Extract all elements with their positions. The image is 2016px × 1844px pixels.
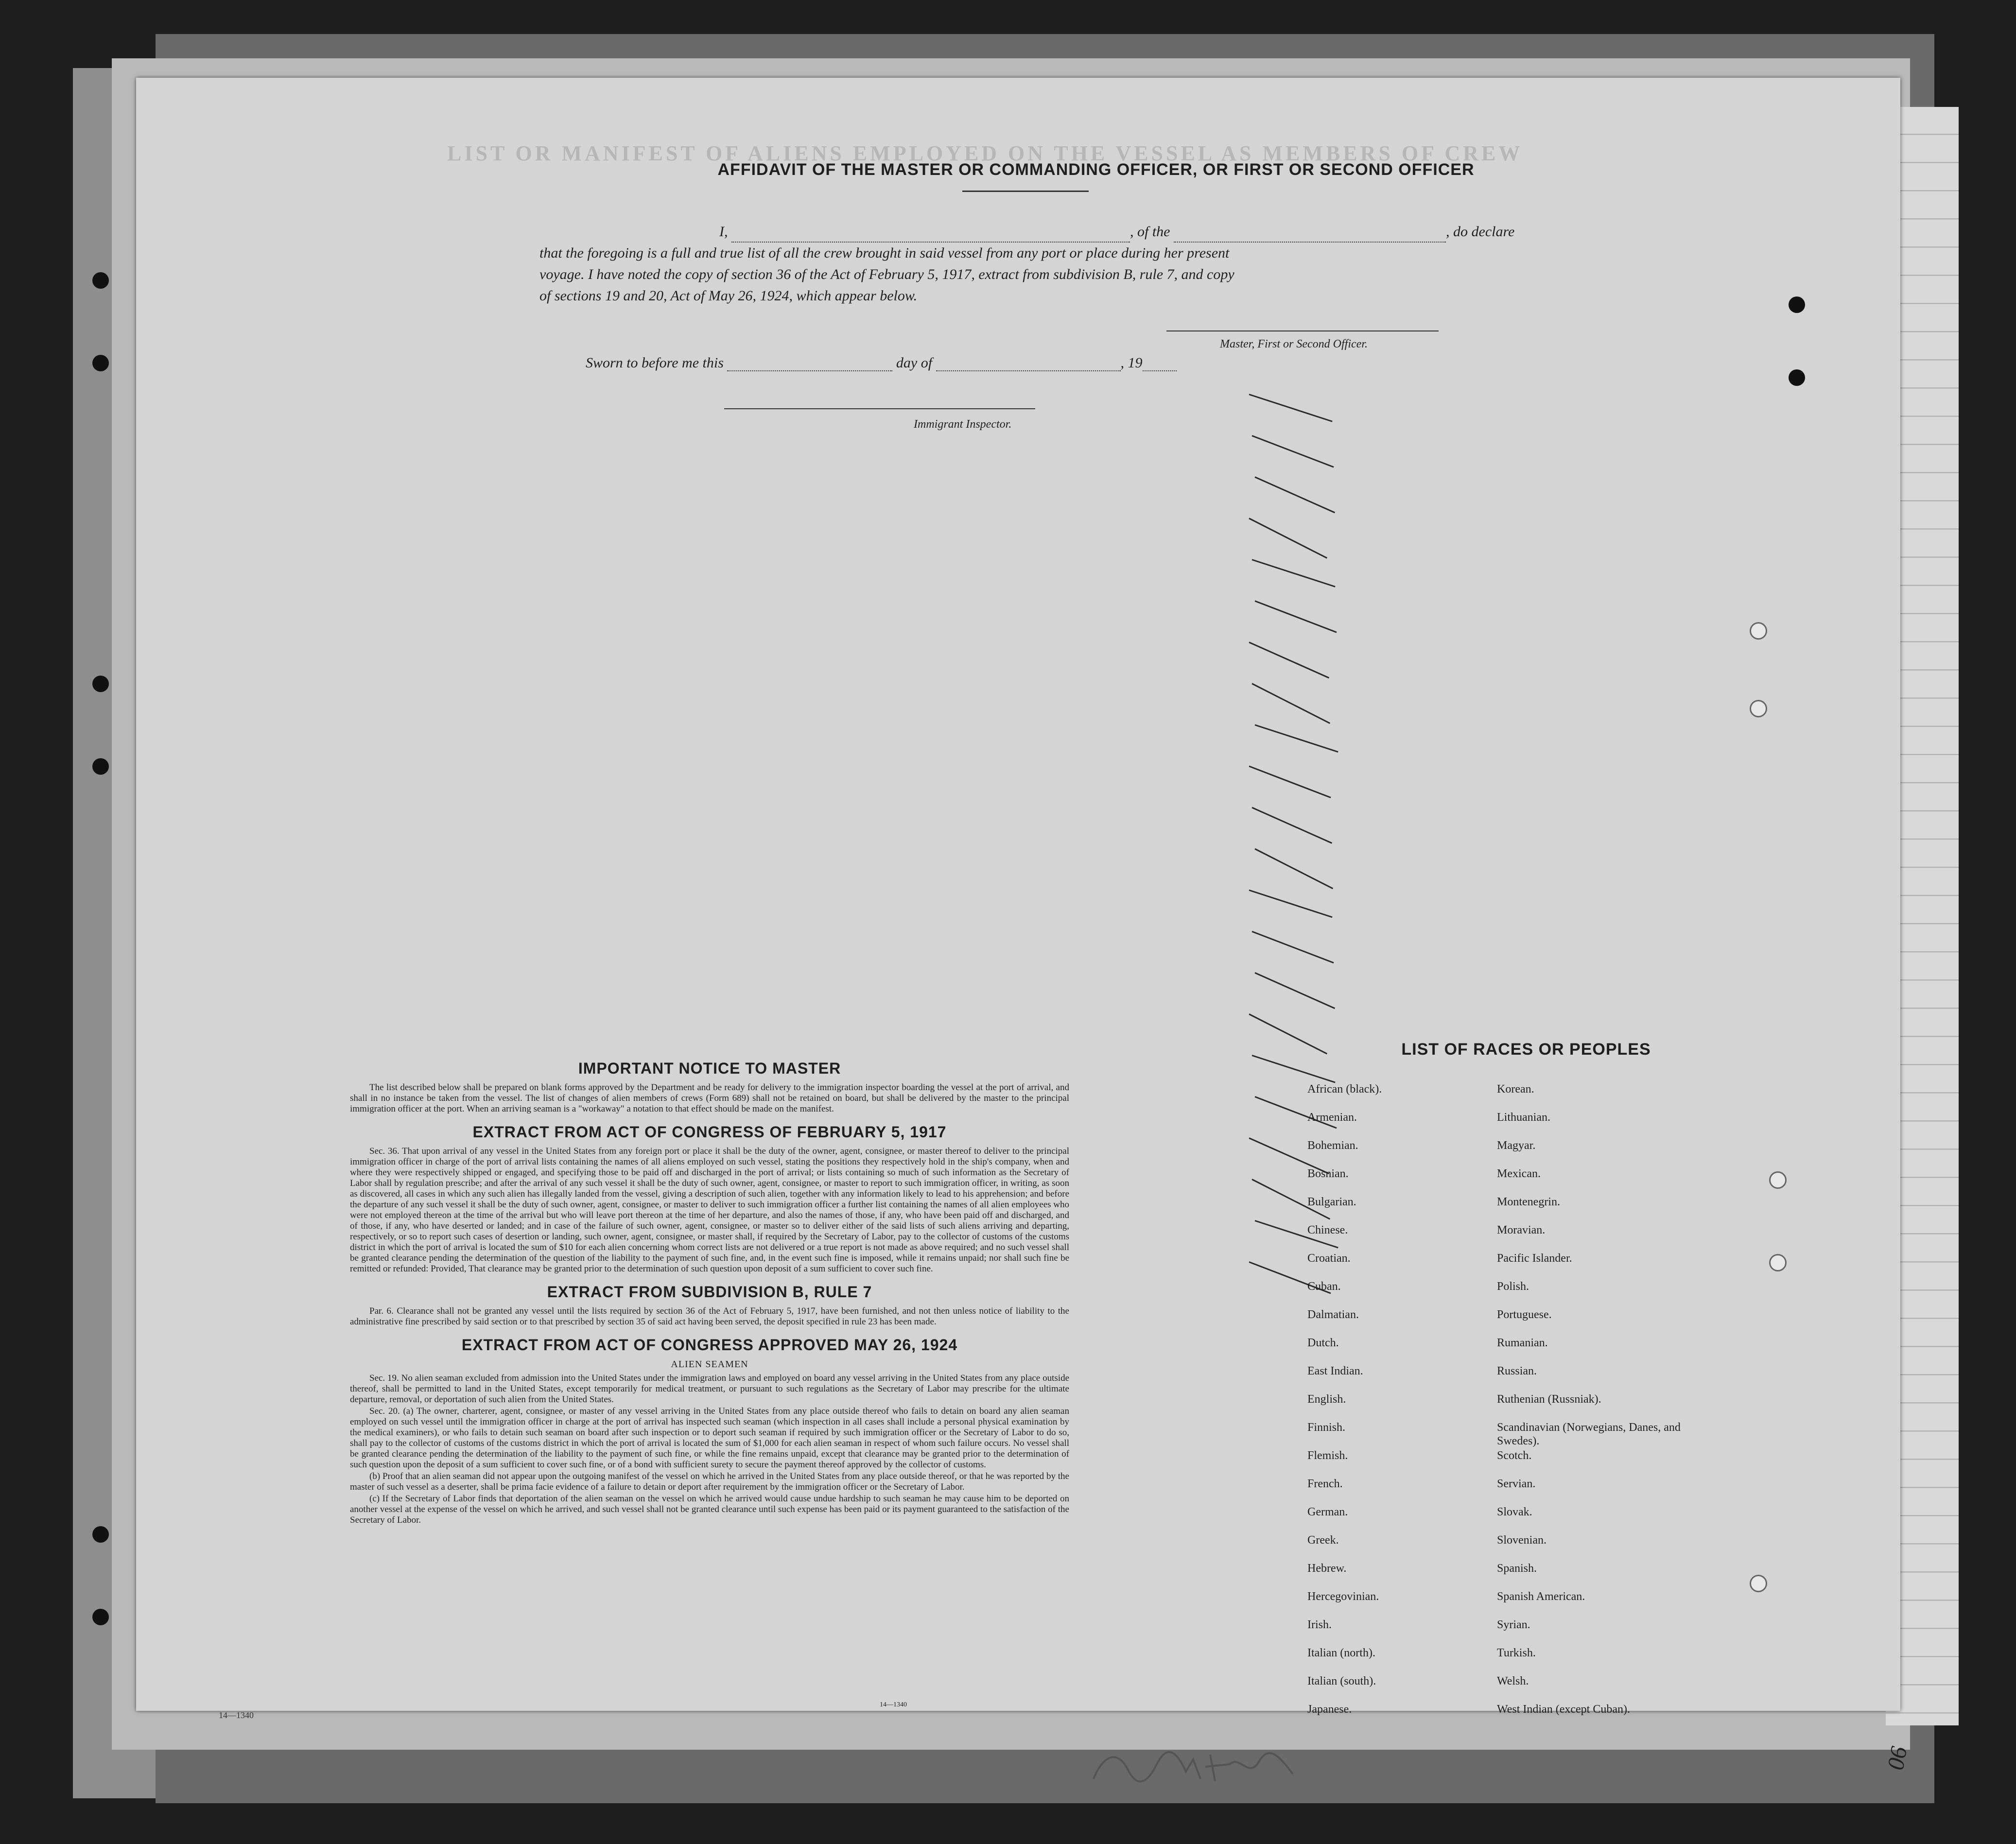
sworn-text: , 19 (1120, 355, 1143, 371)
year-blank (1143, 356, 1177, 371)
race-item: Polish. (1497, 1280, 1529, 1293)
race-item: Mexican. (1497, 1167, 1541, 1180)
race-item: Korean. (1497, 1083, 1534, 1096)
punch-hole (92, 1609, 109, 1625)
ditto-slash (1251, 435, 1334, 468)
ditto-slash (1254, 972, 1335, 1009)
race-item: Flemish. (1307, 1449, 1348, 1462)
race-item: Hebrew. (1307, 1562, 1347, 1575)
day-blank (727, 356, 892, 371)
race-item: Turkish. (1497, 1647, 1536, 1659)
subdivision-b-title: EXTRACT FROM SUBDIVISION B, RULE 7 (547, 1283, 872, 1301)
punch-hole (1750, 700, 1767, 717)
race-item: Bulgarian. (1307, 1196, 1356, 1208)
race-item: Portuguese. (1497, 1308, 1552, 1321)
race-item: Montenegrin. (1497, 1196, 1560, 1208)
ditto-slash (1251, 931, 1334, 963)
race-item: Bohemian. (1307, 1139, 1358, 1152)
race-item: Italian (north). (1307, 1647, 1375, 1659)
race-item: French. (1307, 1478, 1343, 1490)
punch-hole (1750, 1575, 1767, 1592)
race-item: Armenian. (1307, 1111, 1357, 1124)
subdivision-b-body: Par. 6. Clearance shall not be granted any vessel until the lists required by section 36 of the Act of February 5, 1917, have been furnished, and not then unless notice of liability to the administrative fine prescribed by said section or to that prescribed by section 35 of said act having been served, the deposit specified in rule 23 has been made. (350, 1306, 1069, 1327)
ditto-slash (1249, 642, 1329, 678)
race-item: Magyar. (1497, 1139, 1536, 1152)
declaration-line: of sections 19 and 20, Act of May 26, 1924, which appear below. (539, 288, 918, 304)
inspector-caption: Immigrant Inspector. (914, 418, 1012, 431)
vessel-blank (1174, 227, 1446, 243)
race-item: Irish. (1307, 1618, 1332, 1631)
notice-body: The list described below shall be prepared on blank forms approved by the Department and be ready for delivery to the immigration inspector boarding the vessel at the port of arrival, and shall in no instance be taken from the vessel. The list of changes of alien members of crews (Form 689) shall not be retained on board, but shall be delivered by the master to the principal immigration officer at the port. When an arriving seaman is a "workaway" a notation to that effect should be made on the manifest. (350, 1082, 1069, 1114)
extract-1917-body: Sec. 36. That upon arrival of any vessel in the United States from any foreign port or place it shall be the duty of the owner, agent, consignee, or master thereof to deliver to the principal immigration officer in charge of the port of arrival lists containing the names of all aliens employed on such vessel, stating the positions they respectively hold in the ship's company, when and where they were respectively shipped or engaged, and specifying those to be paid off and discharged in the port of arrival; or lists containing so much of such information as the Secretary of Labor shall by regulation prescribe; and after the arrival of any such vessel it shall be the duty of such owner, agent, consignee, or master to report to such immigration officer, in writing, as soon as discovered, all cases in which any such alien has illegally landed from the vessel, giving a description of such alien, together with any information likely to lead to his apprehension; and before the departure of any such vessel it shall be the duty of such owner, agent, consignee, or master to deliver to such immigration officer a further list containing the names of all alien employees who were not employed thereon at the time of the arrival but who will leave port thereon at the time of her departure, and also the names of those, if any, who have been paid off and discharged, and of those, if any, who have deserted or landed; and in case of the failure of such owner, agent, consignee, or master so to deliver either of the said lists of such aliens arriving and departing, respectively, or so to report such cases of desertion or landing, such owner, agent, consignee, or master shall, if required by the Secretary of Labor, pay to the collector of customs of the customs district in which the port of arrival is located the sum of $10 for each alien concerning whom correct lists are not delivered or a true report is not made as above required; and no such vessel shall be granted clearance pending the determination of the question of the liability to the payment of such fine, and, in the event such fine is imposed, while it remains unpaid; nor shall such fine be remitted or refunded: Provided, That clearance may be granted prior to the determination of such question upon deposit of a sum sufficient to cover such fine. (350, 1146, 1069, 1274)
races-list (1307, 1040, 1745, 1731)
race-item: English. (1307, 1393, 1346, 1406)
section-20c: (c) If the Secretary of Labor finds that deportation of the alien seaman on the vessel on which he arrived would cause undue hardship to such seaman he may cause him to be deported on another vessel at the expense of the vessel on which he arrived, and such vessel shall not be granted clearance until such expense has been paid or its payment guaranteed to the satisfaction of the Secretary of Labor. (350, 1494, 1069, 1525)
race-item: Russian. (1497, 1365, 1537, 1377)
race-item: Ruthenian (Russniak). (1497, 1393, 1601, 1406)
legal-notice (350, 1060, 1069, 1534)
manifest-page (136, 78, 1912, 1772)
race-item: Italian (south). (1307, 1675, 1376, 1687)
race-item: Finnish. (1307, 1421, 1346, 1434)
punch-hole (1789, 369, 1805, 386)
race-item: Pacific Islander. (1497, 1252, 1572, 1265)
declaration-line: I, (719, 224, 728, 240)
race-item: Japanese. (1307, 1703, 1352, 1716)
race-item: Welsh. (1497, 1675, 1529, 1687)
extract-1924-title: EXTRACT FROM ACT OF CONGRESS APPROVED MAY 26, 1924 (461, 1336, 958, 1354)
edge-mark: 06 (1882, 1744, 1912, 1772)
race-item: Scandinavian (Norwegians, Danes, and Swedes). (1497, 1421, 1681, 1447)
punch-hole (1769, 1254, 1787, 1271)
section-20b: (b) Proof that an alien seaman did not appear upon the outgoing manifest of the vessel on which he arrived in the United States from any place outside thereof, or that he was reported by the master of such vessel as a deserter, shall be prima facie evidence of a failure to detain or deport after requirement by the immigration officer or the Secretary of Labor. (350, 1471, 1069, 1492)
race-item: Bosnian. (1307, 1167, 1349, 1180)
ditto-slash (1252, 559, 1336, 587)
race-item: Slovak. (1497, 1506, 1532, 1518)
affidavit-title: AFFIDAVIT OF THE MASTER OR COMMANDING OFFICER, OR FIRST OR SECOND OFFICER (717, 160, 1475, 179)
race-item: Scotch. (1497, 1449, 1532, 1462)
race-item: West Indian (except Cuban). (1497, 1703, 1630, 1716)
punch-hole (92, 676, 109, 692)
bleed-through-heading: LIST OR MANIFEST OF ALIENS EMPLOYED ON THE VESSEL AS MEMBERS OF CREW (447, 141, 1523, 165)
race-item: Lithuanian. (1497, 1111, 1550, 1124)
ditto-slash (1249, 394, 1333, 422)
race-item: Cuban. (1307, 1280, 1341, 1293)
form-number: 14—1340 (219, 1710, 254, 1720)
sworn-text: day of (896, 355, 933, 371)
races-column-left (1307, 1082, 1497, 1731)
ditto-slash (1255, 724, 1338, 752)
ditto-slash (1249, 518, 1327, 558)
name-blank (731, 227, 1130, 243)
race-item: Rumanian. (1497, 1337, 1548, 1349)
sworn-line (586, 355, 1177, 371)
race-item: Hercegovinian. (1307, 1590, 1379, 1603)
ditto-slash (1254, 476, 1335, 513)
punch-hole (1789, 296, 1805, 313)
punch-hole (1750, 622, 1767, 640)
race-item: Servian. (1497, 1478, 1536, 1490)
declaration-line: , do declare (1446, 224, 1515, 240)
punch-hole (92, 1526, 109, 1543)
inspector-line (724, 408, 1035, 409)
sworn-text: Sworn to before me this (586, 355, 724, 371)
race-item: Syrian. (1497, 1618, 1530, 1631)
race-item: German. (1307, 1506, 1348, 1518)
declaration-line: that the foregoing is a full and true list of all the crew brought in said vessel from any port or place during her present (539, 245, 1230, 261)
divider (962, 191, 1089, 192)
race-item: Greek. (1307, 1534, 1339, 1547)
race-item: Dalmatian. (1307, 1308, 1359, 1321)
extract-1924-subtitle: ALIEN SEAMEN (671, 1359, 748, 1370)
section-19: Sec. 19. No alien seaman excluded from admission into the United States under the immigration laws and employed on board any vessel arriving in the United States from any place outside thereof, shall be permitted to land in the United States, except temporarily for medical treatment, or pursuant to such regulations as the Secretary of Labor may prescribe for the ultimate departure, removal, or deportation of such alien from the United States. (350, 1373, 1069, 1405)
ditto-slash (1254, 848, 1333, 889)
punch-hole (1769, 1171, 1787, 1189)
ditto-slash (1251, 807, 1332, 844)
race-item: East Indian. (1307, 1365, 1363, 1377)
race-item: African (black). (1307, 1083, 1382, 1096)
ditto-slash (1254, 600, 1337, 633)
races-title: LIST OF RACES OR PEOPLES (1401, 1040, 1651, 1059)
ditto-slash (1251, 683, 1330, 724)
signature-caption: Master, First or Second Officer. (1220, 338, 1368, 350)
races-column-right (1497, 1082, 1686, 1731)
declaration-line: , of the (1130, 224, 1170, 240)
handwritten-signature (1089, 1745, 1298, 1789)
punch-hole (92, 272, 109, 289)
race-item: Croatian. (1307, 1252, 1351, 1265)
extract-1917-title: EXTRACT FROM ACT OF CONGRESS OF FEBRUARY 5, 1917 (472, 1123, 947, 1141)
race-item: Spanish. (1497, 1562, 1537, 1575)
section-20a: Sec. 20. (a) The owner, charterer, agent, consignee, or master of any vessel arriving in the United States from any place outside thereof who fails to detain on board any alien seaman employed on such vessel until the immigration officer in charge at the port of arrival has inspected such seaman (which inspection in all cases shall include a personal physical examination by the medical examiners), or who fails to detain such seaman on board after such inspection or to deport such seaman if required by such immigration officer or the Secretary of Labor to do so, shall pay to the collector of customs of the customs district in which the port of arrival is located the sum of $1,000 for each alien seaman in respect of whom such failure occurs. No vessel shall be granted clearance pending the determination of the liability to the payment of such fine, or while the fine remains unpaid, except that clearance may be granted prior to the determination of such question upon the deposit of a sum sufficient to cover such fine, or of a bond with sufficient surety to secure the payment thereof approved by the collector of customs. (350, 1406, 1069, 1470)
declaration-text (539, 221, 1609, 307)
race-item: Spanish American. (1497, 1590, 1585, 1603)
notice-title: IMPORTANT NOTICE TO MASTER (578, 1060, 841, 1077)
punch-hole (92, 355, 109, 371)
form-id: 14—1340 (880, 1701, 907, 1708)
month-blank (936, 356, 1121, 371)
declaration-line: voyage. I have noted the copy of section 36 of the Act of February 5, 1917, extract from subdivision B, rule 7, and copy (539, 266, 1234, 282)
ditto-slash (1249, 889, 1333, 918)
race-item: Slovenian. (1497, 1534, 1547, 1547)
race-item: Chinese. (1307, 1224, 1348, 1236)
race-item: Moravian. (1497, 1224, 1546, 1236)
race-item: Dutch. (1307, 1337, 1339, 1349)
ditto-slash (1249, 765, 1331, 798)
punch-hole (92, 758, 109, 775)
